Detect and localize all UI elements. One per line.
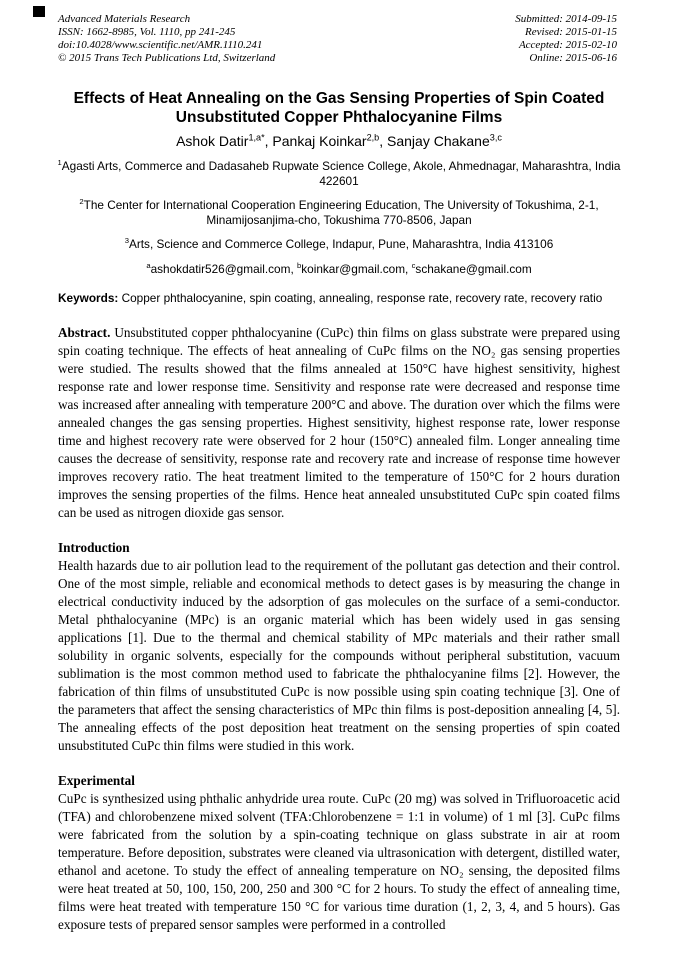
revised-date: Revised: 2015-01-15 bbox=[525, 26, 617, 38]
submission-dates bbox=[515, 13, 617, 65]
affiliation-2-text: The Center for International Cooperation Engineering Education, The University of Tokushima, 2-1, Minamijosanjima-cho, Tokushima 770-8506, Japan bbox=[83, 198, 599, 227]
section-heading-introduction: Introduction bbox=[58, 539, 130, 555]
affiliation-2 bbox=[39, 198, 639, 228]
affiliation-3 bbox=[39, 237, 639, 252]
email-a-sup: a bbox=[146, 261, 151, 271]
affiliation-1 bbox=[39, 159, 639, 189]
journal-info bbox=[58, 13, 275, 65]
corner-mark bbox=[33, 6, 45, 17]
copyright-line: © 2015 Trans Tech Publications Ltd, Switzerland bbox=[58, 52, 276, 64]
online-date: Online: 2015-06-16 bbox=[529, 52, 617, 64]
email-a: ashokdatir526@gmail.com bbox=[150, 262, 291, 276]
author-1: Ashok Datir bbox=[176, 133, 249, 149]
keywords-text: Copper phthalocyanine, spin coating, annealing, response rate, recovery rate, recovery ratio bbox=[121, 291, 603, 305]
author-3-sup: 3,c bbox=[489, 132, 502, 143]
paper-title: Effects of Heat Annealing on the Gas Sensing Properties of Spin Coated Unsubstituted Copper Phthalocyanine Films bbox=[73, 90, 605, 126]
experimental-paragraph: CuPc is synthesized using phthalic anhydride urea route. CuPc (20 mg) was solved in Trifluoroacetic acid (TFA) and chlorobenzene mixed solvent (TFA:Chlorobenzene = 1:1 in volume) of 1 ml [3]. CuPc films were fabricated from the solution by a spin-coating technique on glass substrate in air at room temperature. Before deposition, substrates were cleaned via ultrasonication with detergent, distilled water, ethanol and acetone. To study the effect of annealing temperature on NO₂ sensing, the deposited films were heat treated at 50, 100, 150, 200, 250 and 300 °C for 2 hours. To study the effect of annealing time, films were heat treated with temperature 150 °C for various time duration (1, 2, 3, 4, and 5 hours). Gas exposure tests of prepared sensor samples were performed in a controlled bbox=[58, 790, 620, 932]
author-separator-1: , bbox=[264, 133, 273, 149]
introduction-paragraph: Health hazards due to air pollution lead to the requirement of the pollutant gas detection and their control. One of the most simple, reliable and economical methods to detect gases is by measuring the change in electrical conductivity induced by the adsorption of gas molecules on the surface of a semi-conductor. Metal phthalocyanine (MPc) is an organic material which has been widely used in gas sensing applications [1]. Due to the thermal and chemical stability of MPc materials and their rather small solubility in organic solvents, especially for the compounds without peripheral substitution, vacuum sublimation is the most common method used to fabricate the phthalocyanine films [2]. However, the fabrication of thin films of unsubstituted CuPc is now possible using spin coating technique [3]. One of the parameters that affect the sensing characteristics of MPc thin films is post-deposition annealing [4, 5]. The annealing effects of the post deposition heat treatment on the sensing properties of spin coated unsubstituted CuPc thin films were studied in this work. bbox=[58, 557, 620, 753]
affiliation-3-sup: 3 bbox=[124, 236, 129, 246]
email-separator-2: , bbox=[405, 262, 412, 276]
experimental-section bbox=[58, 790, 620, 934]
affiliation-1-sup: 1 bbox=[57, 158, 62, 168]
affiliation-3-text: Arts, Science and Commerce College, Indapur, Pune, Maharashtra, India 413106 bbox=[128, 237, 554, 251]
author-separator-2: , bbox=[379, 133, 388, 149]
keywords-label: Keywords: bbox=[58, 291, 119, 305]
submitted-date: Submitted: 2014-09-15 bbox=[515, 13, 617, 25]
doi-line: doi:10.4028/www.scientific.net/AMR.1110.241 bbox=[58, 39, 263, 51]
abstract bbox=[58, 324, 620, 522]
email-c-sup: c bbox=[411, 261, 416, 271]
issn-line: ISSN: 1662-8985, Vol. 1110, pp 241-245 bbox=[58, 26, 236, 38]
journal-name: Advanced Materials Research bbox=[58, 13, 191, 25]
abstract-text: Unsubstituted copper phthalocyanine (CuPc) thin films on glass substrate were prepared using spin coating technique. The effects of heat annealing of CuPc films on the NO₂ gas sensing properties were studied. The results showed that the films annealed at 150°C have highest sensitivity, highest response rate and lower response time. Sensitivity and response rate were decreased and response time was increased after annealing with temperature 200°C and above. The duration over which the films were annealed changes the gas sensing properties. Highest sensitivity, highest response rate, lower response time and highest recovery rate were observed for 2 hour (150°C) annealed film. Longer annealing time causes the decrease of sensitivity, response rate and recovery rate and increase of response time however improves recovery ratio. The heat treatment limited to the temperature of 150°C for 2 hours duration improves the sensing properties of the films. Hence heat annealed unsubstituted CuPc spin coated films can be used as nitrogen dioxide gas sensor. bbox=[58, 324, 621, 520]
email-b: koinkar@gmail.com bbox=[301, 262, 406, 276]
affiliation-1-text: Agasti Arts, Commerce and Dadasaheb Rupwate Science College, Akole, Ahmednagar, Maharashtra, India 422601 bbox=[61, 159, 621, 188]
author-1-sup: 1,a* bbox=[248, 132, 265, 143]
section-heading-experimental: Experimental bbox=[58, 772, 135, 788]
authors-line bbox=[0, 132, 678, 150]
email-b-sup: b bbox=[297, 261, 302, 271]
email-separator-1: , bbox=[290, 262, 297, 276]
affiliation-2-sup: 2 bbox=[79, 197, 84, 207]
emails-line bbox=[0, 262, 678, 277]
author-2-sup: 2,b bbox=[366, 132, 380, 143]
keywords-line bbox=[58, 291, 620, 307]
introduction-section bbox=[58, 557, 620, 755]
author-3: Sanjay Chakane bbox=[387, 133, 490, 149]
author-2: Pankaj Koinkar bbox=[272, 133, 367, 149]
publication-header bbox=[58, 13, 617, 65]
accepted-date: Accepted: 2015-02-10 bbox=[518, 39, 617, 51]
abstract-label: Abstract. bbox=[58, 324, 111, 340]
email-c: schakane@gmail.com bbox=[415, 262, 532, 276]
